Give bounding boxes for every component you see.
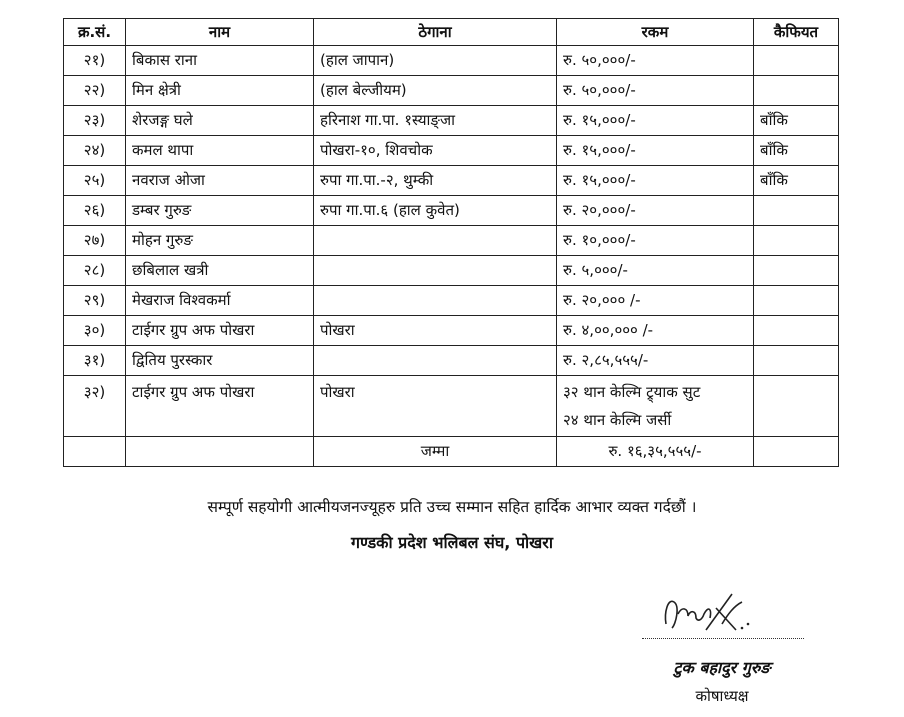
table-row (64, 76, 839, 106)
cell-sn: २२) (64, 76, 126, 106)
cell-remarks (754, 76, 839, 106)
cell-name: मोहन गुरुङ (126, 226, 314, 256)
table-row (64, 196, 839, 226)
cell-address (314, 226, 557, 256)
cell-name: टाईगर ग्रुप अफ पोखरा (126, 376, 314, 437)
cell-name: डम्बर गुरुङ (126, 196, 314, 226)
cell-name: मेखराज विश्वकर्मा (126, 286, 314, 316)
cell-remarks: बाँकि (754, 106, 839, 136)
cell-remarks (754, 46, 839, 76)
cell-sn: २४) (64, 136, 126, 166)
cell-remarks (754, 316, 839, 346)
cell-amount (557, 376, 754, 437)
cell-amount: रु. १५,०००/- (557, 136, 754, 166)
header-amount: रकम (557, 19, 754, 46)
cell-sn: २५) (64, 166, 126, 196)
table-body (64, 46, 839, 467)
header-name: नाम (126, 19, 314, 46)
table-row (64, 136, 839, 166)
cell-amount: रु. ५०,०००/- (557, 46, 754, 76)
cell-remarks (754, 346, 839, 376)
cell-amount: रु. २,८५,५५५/- (557, 346, 754, 376)
total-row (64, 437, 839, 467)
signature-image (658, 584, 758, 644)
cell-sn: ३०) (64, 316, 126, 346)
table-header-row (64, 19, 839, 46)
header-sn: क्र.सं. (64, 19, 126, 46)
cell-amount: रु. १५,०००/- (557, 166, 754, 196)
cell-address: पोखरा (314, 376, 557, 437)
total-amount: रु. १६,३५,५५५/- (557, 437, 754, 467)
cell-sn: २३) (64, 106, 126, 136)
cell-amount: रु. ४,००,००० /- (557, 316, 754, 346)
cell-address: पोखरा-१०, शिवचोक (314, 136, 557, 166)
cell-amount: रु. ५०,०००/- (557, 76, 754, 106)
cell-sn: २६) (64, 196, 126, 226)
cell-amount: रु. ५,०००/- (557, 256, 754, 286)
cell-amount: रु. २०,००० /- (557, 286, 754, 316)
cell-address: रुपा गा.पा.-२, थुम्की (314, 166, 557, 196)
table-row (64, 316, 839, 346)
cell-amount: रु. २०,०००/- (557, 196, 754, 226)
cell-remarks: बाँकि (754, 166, 839, 196)
table-row (64, 46, 839, 76)
cell-name: छबिलाल खत्री (126, 256, 314, 286)
cell-sn: २१) (64, 46, 126, 76)
cell-address (314, 286, 557, 316)
table-row (64, 376, 839, 437)
cell-remarks (754, 256, 839, 286)
table-row (64, 226, 839, 256)
cell-remarks (754, 226, 839, 256)
cell-sn: २९) (64, 286, 126, 316)
organization-name: गण्डकी प्रदेश भलिबल संघ, पोखरा (351, 533, 553, 552)
table-row (64, 166, 839, 196)
cell-empty (64, 437, 126, 467)
cell-address: पोखरा (314, 316, 557, 346)
cell-address: (हाल जापान) (314, 46, 557, 76)
amount-line-2: २४ थान केल्मि जर्सी (563, 411, 672, 429)
cell-empty (754, 437, 839, 467)
signature-line (642, 638, 804, 639)
donation-table (63, 18, 839, 467)
cell-name: मिन क्षेत्री (126, 76, 314, 106)
cell-name: द्वितिय पुरस्कार (126, 346, 314, 376)
cell-address (314, 256, 557, 286)
cell-address: (हाल बेल्जीयम) (314, 76, 557, 106)
cell-sn: ३२) (64, 376, 126, 437)
cell-address: रुपा गा.पा.६ (हाल कुवेत) (314, 196, 557, 226)
cell-sn: २७) (64, 226, 126, 256)
signer-title: कोषाध्यक्ष (695, 687, 749, 705)
cell-sn: २८) (64, 256, 126, 286)
header-remarks: कैफियत (754, 19, 839, 46)
cell-name: कमल थापा (126, 136, 314, 166)
cell-address (314, 346, 557, 376)
table-row (64, 346, 839, 376)
thanks-note: सम्पूर्ण सहयोगी आत्मीयजनज्यूहरु प्रति उच्च सम्मान सहित हार्दिक आभार व्यक्त गर्दछौं । (207, 498, 697, 516)
cell-remarks (754, 376, 839, 437)
signer-name: टुक बहादुर गुरुङ (673, 658, 771, 677)
cell-empty (126, 437, 314, 467)
table-row (64, 106, 839, 136)
amount-line-1: ३२ थान केल्मि ट्र्याक सुट (563, 383, 701, 401)
header-address: ठेगाना (314, 19, 557, 46)
cell-sn: ३१) (64, 346, 126, 376)
table-row (64, 256, 839, 286)
cell-name: शेरजङ्ग घले (126, 106, 314, 136)
cell-address: हरिनाश गा.पा. १स्याङ्जा (314, 106, 557, 136)
cell-remarks: बाँकि (754, 136, 839, 166)
cell-name: नवराज ओजा (126, 166, 314, 196)
total-label: जम्मा (314, 437, 557, 467)
cell-remarks (754, 196, 839, 226)
cell-name: बिकास राना (126, 46, 314, 76)
table-row (64, 286, 839, 316)
cell-amount: रु. १०,०००/- (557, 226, 754, 256)
cell-remarks (754, 286, 839, 316)
cell-amount: रु. १५,०००/- (557, 106, 754, 136)
cell-name: टाईगर ग्रुप अफ पोखरा (126, 316, 314, 346)
